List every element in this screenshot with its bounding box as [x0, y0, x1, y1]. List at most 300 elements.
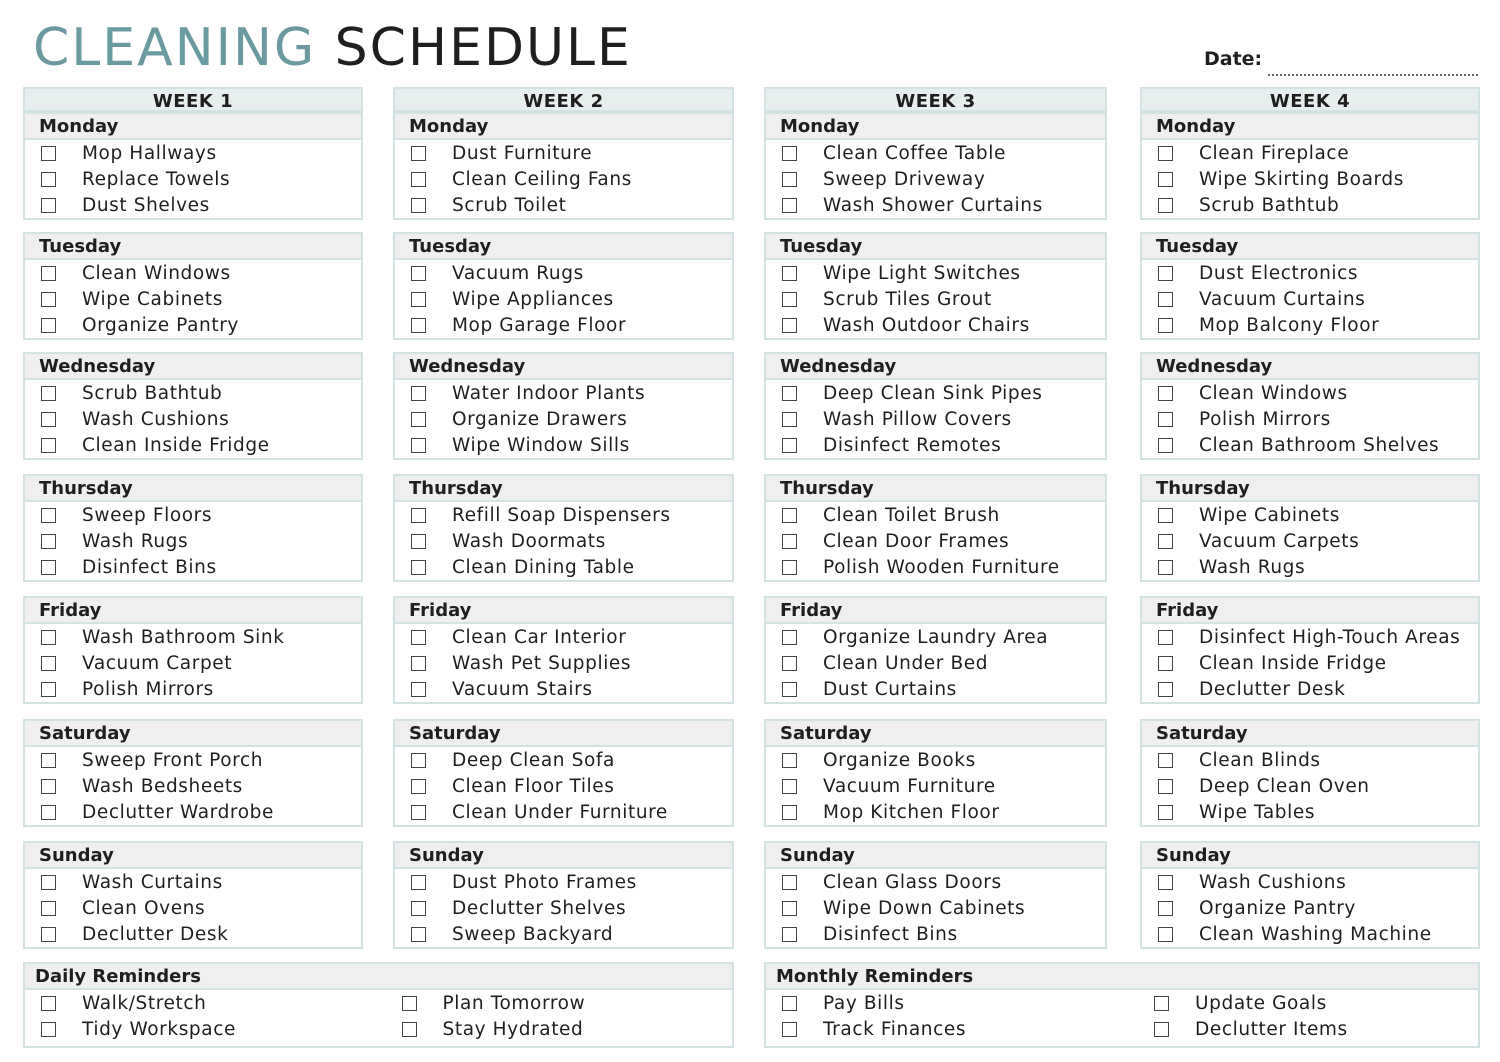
task-item: [395, 747, 732, 773]
task-item: [766, 380, 1105, 406]
reminder-list: [25, 990, 372, 1043]
task-list: [395, 140, 732, 219]
task-item: [395, 193, 732, 219]
task-label: Clean Glass Doors: [823, 871, 1002, 893]
checkbox[interactable]: [41, 508, 56, 523]
checkbox[interactable]: [41, 682, 56, 697]
task-list: [1142, 260, 1478, 339]
task-item: [766, 624, 1105, 650]
task-label: Clean Windows: [82, 262, 231, 284]
task-list: [1142, 502, 1478, 581]
monthly-reminders: [764, 962, 1480, 1048]
day-block: [764, 596, 1107, 704]
task-item: [766, 286, 1105, 312]
day-name: Saturday: [25, 721, 361, 747]
day-block: [764, 352, 1107, 460]
task-label: Refill Soap Dispensers: [452, 504, 671, 526]
task-label: Wash Rugs: [1199, 557, 1306, 579]
checkbox[interactable]: [782, 996, 797, 1011]
task-item: [1142, 650, 1478, 676]
day-name: Monday: [766, 114, 1105, 140]
day-name: Tuesday: [1142, 234, 1478, 260]
task-item: [766, 650, 1105, 676]
checkbox[interactable]: [41, 753, 56, 768]
task-label: Organize Books: [823, 749, 976, 771]
task-label: Wash Bedsheets: [82, 775, 243, 797]
checkbox[interactable]: [402, 996, 417, 1011]
task-item: [25, 869, 361, 895]
checkbox[interactable]: [1158, 901, 1173, 916]
task-label: Sweep Driveway: [823, 168, 986, 190]
task-label: Vacuum Rugs: [452, 262, 584, 284]
task-item: [1142, 869, 1478, 895]
task-label: Vacuum Carpet: [82, 652, 233, 674]
task-label: Scrub Bathtub: [1199, 195, 1340, 217]
day-block: [1140, 232, 1480, 340]
reminder-item: [1138, 1016, 1478, 1042]
day-name: Friday: [395, 598, 732, 624]
checkbox[interactable]: [1158, 412, 1173, 427]
task-label: Wash Pillow Covers: [823, 408, 1012, 430]
day-block: [393, 112, 734, 220]
task-item: [766, 406, 1105, 432]
task-item: [1142, 286, 1478, 312]
task-label: Scrub Tiles Grout: [823, 288, 992, 310]
task-item: [766, 433, 1105, 459]
task-label: Dust Furniture: [452, 142, 593, 164]
day-name: Sunday: [395, 843, 732, 869]
task-item: [1142, 624, 1478, 650]
checkbox[interactable]: [411, 901, 426, 916]
task-list: [766, 502, 1105, 581]
day-block: [1140, 474, 1480, 582]
task-item: [766, 166, 1105, 192]
day-name: Sunday: [766, 843, 1105, 869]
task-label: Mop Kitchen Floor: [823, 802, 1000, 824]
reminder-list: [766, 990, 1106, 1043]
day-name: Monday: [1142, 114, 1478, 140]
checkbox[interactable]: [782, 386, 797, 401]
task-item: [1142, 313, 1478, 339]
task-list: [395, 869, 732, 948]
task-item: [25, 895, 361, 921]
checkbox[interactable]: [41, 412, 56, 427]
checkbox[interactable]: [411, 927, 426, 942]
task-item: [395, 869, 732, 895]
task-label: Pay Bills: [823, 992, 905, 1014]
task-label: Clean Door Frames: [823, 530, 1010, 552]
task-label: Mop Garage Floor: [452, 315, 627, 337]
task-item: [395, 380, 732, 406]
checkbox[interactable]: [411, 508, 426, 523]
task-label: Dust Shelves: [82, 195, 210, 217]
checkbox[interactable]: [1158, 805, 1173, 820]
checkbox[interactable]: [1158, 198, 1173, 213]
task-item: [1142, 773, 1478, 799]
task-list: [766, 140, 1105, 219]
checkbox[interactable]: [782, 534, 797, 549]
task-list: [25, 869, 361, 948]
task-item: [1142, 380, 1478, 406]
task-label: Wash Bathroom Sink: [82, 626, 285, 648]
checkbox[interactable]: [41, 386, 56, 401]
task-item: [1142, 406, 1478, 432]
checkbox[interactable]: [41, 266, 56, 281]
checkbox[interactable]: [782, 875, 797, 890]
task-item: [1142, 895, 1478, 921]
checkbox[interactable]: [1158, 318, 1173, 333]
task-label: Disinfect Bins: [823, 924, 958, 946]
day-block: [23, 112, 363, 220]
day-name: Wednesday: [766, 354, 1105, 380]
checkbox[interactable]: [41, 656, 56, 671]
task-item: [766, 895, 1105, 921]
checkbox[interactable]: [411, 630, 426, 645]
task-item: [1142, 800, 1478, 826]
day-name: Tuesday: [395, 234, 732, 260]
task-label: Wipe Light Switches: [823, 262, 1021, 284]
day-block: [23, 841, 363, 949]
task-label: Wipe Cabinets: [82, 288, 223, 310]
day-block: [23, 232, 363, 340]
task-label: Wipe Cabinets: [1199, 504, 1340, 526]
checkbox[interactable]: [41, 146, 56, 161]
task-item: [395, 313, 732, 339]
task-label: Organize Laundry Area: [823, 626, 1049, 648]
day-block: [393, 719, 734, 827]
task-item: [766, 140, 1105, 166]
checkbox[interactable]: [782, 266, 797, 281]
task-label: Declutter Desk: [1199, 679, 1346, 701]
task-list: [1142, 380, 1478, 459]
day-block: [23, 352, 363, 460]
date-label: Date:: [1204, 48, 1263, 70]
checkbox[interactable]: [1158, 560, 1173, 575]
checkbox[interactable]: [1158, 779, 1173, 794]
task-label: Organize Pantry: [82, 315, 239, 337]
task-item: [25, 193, 361, 219]
title-accent: CLEANING: [33, 18, 317, 78]
task-item: [1142, 922, 1478, 948]
task-label: Sweep Floors: [82, 504, 213, 526]
task-list: [1142, 140, 1478, 219]
checkbox[interactable]: [782, 560, 797, 575]
task-list: [766, 624, 1105, 703]
checkbox[interactable]: [411, 412, 426, 427]
task-label: Wash Rugs: [82, 530, 189, 552]
checkbox[interactable]: [782, 172, 797, 187]
task-item: [766, 869, 1105, 895]
task-item: [1142, 502, 1478, 528]
task-label: Wipe Skirting Boards: [1199, 168, 1404, 190]
checkbox[interactable]: [1158, 682, 1173, 697]
checkbox[interactable]: [41, 198, 56, 213]
task-item: [25, 624, 361, 650]
checkbox[interactable]: [782, 412, 797, 427]
task-label: Wash Outdoor Chairs: [823, 315, 1030, 337]
task-label: Wipe Appliances: [452, 288, 614, 310]
task-item: [395, 502, 732, 528]
checkbox[interactable]: [1158, 146, 1173, 161]
reminder-item: [25, 1016, 372, 1042]
task-item: [766, 528, 1105, 554]
task-label: Clean Dining Table: [452, 557, 635, 579]
task-label: Deep Clean Sofa: [452, 749, 615, 771]
checkbox[interactable]: [782, 318, 797, 333]
day-block: [23, 474, 363, 582]
day-name: Saturday: [395, 721, 732, 747]
checkbox[interactable]: [782, 630, 797, 645]
task-label: Wash Cushions: [82, 408, 230, 430]
checkbox[interactable]: [411, 682, 426, 697]
task-item: [395, 260, 732, 286]
task-label: Vacuum Stairs: [452, 679, 593, 701]
checkbox[interactable]: [782, 753, 797, 768]
task-list: [1142, 747, 1478, 826]
task-item: [395, 140, 732, 166]
task-item: [25, 528, 361, 554]
checkbox[interactable]: [41, 875, 56, 890]
task-label: Stay Hydrated: [442, 1018, 584, 1040]
checkbox[interactable]: [41, 318, 56, 333]
checkbox[interactable]: [41, 901, 56, 916]
checkbox[interactable]: [411, 266, 426, 281]
checkbox[interactable]: [411, 753, 426, 768]
task-label: Dust Photo Frames: [452, 871, 637, 893]
day-name: Thursday: [766, 476, 1105, 502]
page-title: [33, 16, 632, 80]
task-item: [395, 166, 732, 192]
checkbox[interactable]: [782, 1022, 797, 1037]
checkbox[interactable]: [411, 172, 426, 187]
day-name: Tuesday: [25, 234, 361, 260]
task-label: Clean Ceiling Fans: [452, 168, 632, 190]
day-name: Sunday: [1142, 843, 1478, 869]
task-label: Disinfect Remotes: [823, 435, 1002, 457]
task-label: Clean Washing Machine: [1199, 924, 1432, 946]
week-header: WEEK 2: [393, 87, 734, 112]
day-name: Wednesday: [25, 354, 361, 380]
task-list: [395, 502, 732, 581]
task-item: [766, 922, 1105, 948]
task-item: [1142, 433, 1478, 459]
task-label: Wipe Tables: [1199, 802, 1316, 824]
task-label: Deep Clean Sink Pipes: [823, 382, 1043, 404]
checkbox[interactable]: [782, 656, 797, 671]
task-list: [25, 260, 361, 339]
day-block: [1140, 112, 1480, 220]
task-label: Walk/Stretch: [82, 992, 207, 1014]
checkbox[interactable]: [1158, 438, 1173, 453]
day-name: Friday: [766, 598, 1105, 624]
checkbox[interactable]: [782, 779, 797, 794]
checkbox[interactable]: [782, 805, 797, 820]
checkbox[interactable]: [1158, 386, 1173, 401]
task-item: [25, 502, 361, 528]
checkbox[interactable]: [41, 534, 56, 549]
task-label: Vacuum Carpets: [1199, 530, 1360, 552]
day-name: Wednesday: [395, 354, 732, 380]
checkbox[interactable]: [411, 560, 426, 575]
task-label: Vacuum Furniture: [823, 775, 996, 797]
day-name: Friday: [25, 598, 361, 624]
checkbox[interactable]: [41, 805, 56, 820]
task-item: [25, 433, 361, 459]
task-list: [766, 260, 1105, 339]
task-list: [1142, 624, 1478, 703]
task-item: [395, 650, 732, 676]
day-block: [393, 232, 734, 340]
day-name: Thursday: [25, 476, 361, 502]
checkbox[interactable]: [411, 198, 426, 213]
checkbox[interactable]: [402, 1022, 417, 1037]
task-list: [395, 624, 732, 703]
checkbox[interactable]: [1158, 630, 1173, 645]
task-label: Track Finances: [823, 1018, 967, 1040]
checkbox[interactable]: [411, 438, 426, 453]
checkbox[interactable]: [1154, 1022, 1169, 1037]
monthly-reminders-title: Monthly Reminders: [766, 964, 1478, 990]
task-label: Mop Balcony Floor: [1199, 315, 1380, 337]
task-list: [395, 380, 732, 459]
task-label: Clean Inside Fridge: [1199, 652, 1387, 674]
reminder-item: [386, 1016, 733, 1042]
checkbox[interactable]: [41, 927, 56, 942]
checkbox[interactable]: [41, 172, 56, 187]
task-label: Clean Floor Tiles: [452, 775, 615, 797]
checkbox[interactable]: [41, 560, 56, 575]
checkbox[interactable]: [411, 318, 426, 333]
day-block: [764, 719, 1107, 827]
task-label: Declutter Wardrobe: [82, 802, 274, 824]
task-item: [766, 677, 1105, 703]
checkbox[interactable]: [41, 779, 56, 794]
task-item: [25, 260, 361, 286]
task-item: [395, 528, 732, 554]
checkbox[interactable]: [782, 508, 797, 523]
checkbox[interactable]: [411, 875, 426, 890]
task-item: [25, 747, 361, 773]
checkbox[interactable]: [41, 1022, 56, 1037]
task-label: Clean Blinds: [1199, 749, 1321, 771]
checkbox[interactable]: [1158, 927, 1173, 942]
day-block: [764, 112, 1107, 220]
reminder-item: [386, 990, 733, 1016]
task-item: [25, 650, 361, 676]
checkbox[interactable]: [41, 630, 56, 645]
checkbox[interactable]: [1158, 266, 1173, 281]
task-label: Clean Ovens: [82, 897, 206, 919]
task-label: Vacuum Curtains: [1199, 288, 1366, 310]
task-item: [25, 286, 361, 312]
task-label: Clean Windows: [1199, 382, 1348, 404]
day-name: Friday: [1142, 598, 1478, 624]
task-list: [25, 624, 361, 703]
task-label: Disinfect Bins: [82, 557, 217, 579]
task-item: [1142, 193, 1478, 219]
monthly-reminders-columns: [766, 990, 1478, 1043]
task-label: Scrub Bathtub: [82, 382, 223, 404]
task-label: Declutter Items: [1195, 1018, 1348, 1040]
date-field[interactable]: [1268, 74, 1478, 76]
checkbox[interactable]: [782, 927, 797, 942]
day-block: [393, 352, 734, 460]
task-item: [766, 747, 1105, 773]
task-item: [1142, 260, 1478, 286]
task-label: Water Indoor Plants: [452, 382, 646, 404]
checkbox[interactable]: [1158, 656, 1173, 671]
checkbox[interactable]: [782, 901, 797, 916]
day-name: Wednesday: [1142, 354, 1478, 380]
task-list: [395, 260, 732, 339]
task-item: [395, 286, 732, 312]
checkbox[interactable]: [1158, 292, 1173, 307]
task-item: [25, 140, 361, 166]
checkbox[interactable]: [411, 805, 426, 820]
checkbox[interactable]: [41, 438, 56, 453]
day-block: [764, 232, 1107, 340]
task-label: Clean Under Furniture: [452, 802, 668, 824]
checkbox[interactable]: [411, 534, 426, 549]
task-label: Declutter Shelves: [452, 897, 627, 919]
task-label: Scrub Toilet: [452, 195, 567, 217]
day-block: [393, 474, 734, 582]
task-label: Replace Towels: [82, 168, 231, 190]
checkbox[interactable]: [782, 198, 797, 213]
daily-reminders-columns: [25, 990, 732, 1043]
task-label: Organize Pantry: [1199, 897, 1356, 919]
checkbox[interactable]: [782, 146, 797, 161]
day-name: Thursday: [1142, 476, 1478, 502]
checkbox[interactable]: [411, 386, 426, 401]
checkbox[interactable]: [1158, 534, 1173, 549]
checkbox[interactable]: [411, 656, 426, 671]
task-label: Clean Under Bed: [823, 652, 989, 674]
checkbox[interactable]: [1154, 996, 1169, 1011]
task-list: [766, 869, 1105, 948]
checkbox[interactable]: [1158, 508, 1173, 523]
checkbox[interactable]: [782, 438, 797, 453]
checkbox[interactable]: [411, 779, 426, 794]
checkbox[interactable]: [411, 146, 426, 161]
task-item: [395, 677, 732, 703]
checkbox[interactable]: [1158, 875, 1173, 890]
task-label: Declutter Desk: [82, 924, 229, 946]
checkbox[interactable]: [1158, 753, 1173, 768]
reminder-item: [25, 990, 372, 1016]
day-block: [23, 719, 363, 827]
task-item: [25, 166, 361, 192]
daily-reminders-title: Daily Reminders: [25, 964, 732, 990]
checkbox[interactable]: [41, 996, 56, 1011]
checkbox[interactable]: [782, 292, 797, 307]
task-item: [395, 922, 732, 948]
task-item: [766, 773, 1105, 799]
day-block: [1140, 352, 1480, 460]
checkbox[interactable]: [1158, 172, 1173, 187]
task-label: Wash Shower Curtains: [823, 195, 1043, 217]
task-label: Wash Cushions: [1199, 871, 1347, 893]
task-label: Plan Tomorrow: [442, 992, 586, 1014]
checkbox[interactable]: [782, 682, 797, 697]
checkbox[interactable]: [411, 292, 426, 307]
task-item: [1142, 677, 1478, 703]
week-header: WEEK 1: [23, 87, 363, 112]
task-label: Polish Mirrors: [1199, 408, 1331, 430]
checkbox[interactable]: [41, 292, 56, 307]
task-item: [766, 193, 1105, 219]
task-label: Clean Inside Fridge: [82, 435, 270, 457]
